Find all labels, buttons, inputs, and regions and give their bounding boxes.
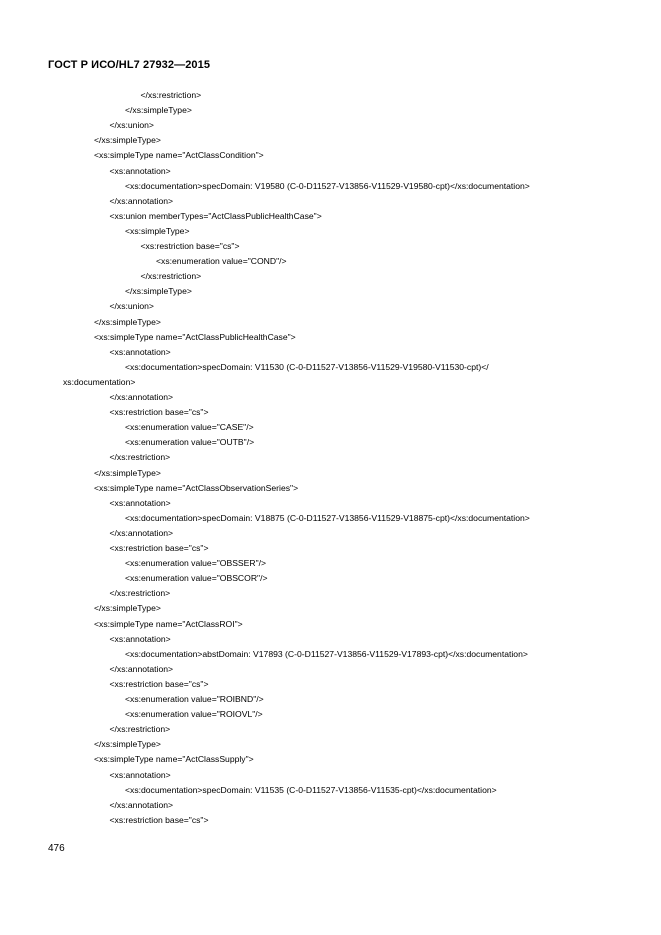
code-line: <xs:enumeration value="ROIBND"/> <box>125 694 264 704</box>
code-line: <xs:annotation> <box>109 346 171 357</box>
code-line: <xs:enumeration value="OUTB"/> <box>125 437 255 448</box>
code-line: <xs:annotation> <box>109 165 171 176</box>
code-line: </xs:simpleType> <box>94 135 161 146</box>
code-line: <xs:documentation>specDomain: V19580 (C-0-D11527-V13856-V11529-V19580-cpt)</xs:documentation> <box>125 180 530 191</box>
code-line: <xs:documentation>specDomain: V18875 (C-0-D11527-V13856-V11529-V18875-cpt)</xs:documentation> <box>125 512 530 523</box>
code-line: </xs:simpleType> <box>125 286 192 297</box>
code-line: </xs:annotation> <box>109 392 174 402</box>
code-line: </xs:annotation> <box>109 195 174 206</box>
code-line: <xs:enumeration value="ROIOVL"/> <box>125 709 263 720</box>
code-line: </xs:simpleType> <box>94 739 161 750</box>
code-line: </xs:union> <box>109 120 154 131</box>
code-line: <xs:enumeration value="OBSSER"/> <box>125 558 267 569</box>
code-line: </xs:simpleType> <box>94 467 161 478</box>
code-line: </xs:restriction> <box>140 271 202 282</box>
code-line: </xs:annotation> <box>109 527 174 538</box>
code-line: <xs:annotation> <box>109 769 171 780</box>
code-line: <xs:simpleType name="ActClassROI"> <box>94 618 243 629</box>
code-line: <xs:enumeration value="CASE"/> <box>125 422 254 433</box>
code-line: <xs:restriction base="cs"> <box>109 543 209 553</box>
code-line: </xs:union> <box>109 301 154 312</box>
code-line: xs:documentation> <box>63 376 136 387</box>
code-line: <xs:annotation> <box>109 633 171 644</box>
code-line: <xs:simpleType name="ActClassObservationSeries"> <box>94 482 299 493</box>
code-line: </xs:restriction> <box>109 452 171 463</box>
page-header-title: ГОСТ Р ИСО/HL7 27932—2015 <box>48 59 211 71</box>
code-line: <xs:restriction base="cs"> <box>109 407 209 418</box>
code-line: <xs:documentation>specDomain: V11535 (C-0-D11527-V13856-V11535-cpt)</xs:documentation> <box>125 784 497 795</box>
code-line: </xs:annotation> <box>109 663 174 674</box>
code-line: </xs:restriction> <box>109 724 171 735</box>
code-line: </xs:simpleType> <box>94 603 161 614</box>
code-line: <xs:enumeration value="COND"/> <box>156 256 287 267</box>
code-line: <xs:enumeration value="OBSCOR"/> <box>125 573 268 584</box>
code-line: </xs:simpleType> <box>94 316 161 327</box>
code-line: <xs:simpleType name="ActClassPublicHealthCase"> <box>94 331 296 342</box>
page-number: 476 <box>48 843 65 854</box>
code-line: <xs:restriction base="cs"> <box>109 814 209 825</box>
code-line: </xs:simpleType> <box>125 105 192 116</box>
code-line: <xs:simpleType name="ActClassSupply"> <box>94 754 254 765</box>
code-line: <xs:annotation> <box>109 497 171 508</box>
code-line: <xs:documentation>specDomain: V11530 (C-0-D11527-V13856-V11529-V19580-V11530-cpt)</ <box>125 361 489 372</box>
code-line: <xs:simpleType> <box>125 225 190 236</box>
code-line: <xs:documentation>abstDomain: V17893 (C-0-D11527-V13856-V11529-V17893-cpt)</xs:documentation> <box>125 648 528 659</box>
code-line: </xs:restriction> <box>109 588 171 599</box>
code-line: <xs:restriction base="cs"> <box>140 241 240 251</box>
code-line: <xs:restriction base="cs"> <box>109 678 209 689</box>
code-line: <xs:union memberTypes="ActClassPublicHealthCase"> <box>109 210 322 221</box>
code-line: <xs:simpleType name="ActClassCondition"> <box>94 150 264 161</box>
code-line: </xs:restriction> <box>140 90 202 100</box>
code-line: </xs:annotation> <box>109 799 174 810</box>
